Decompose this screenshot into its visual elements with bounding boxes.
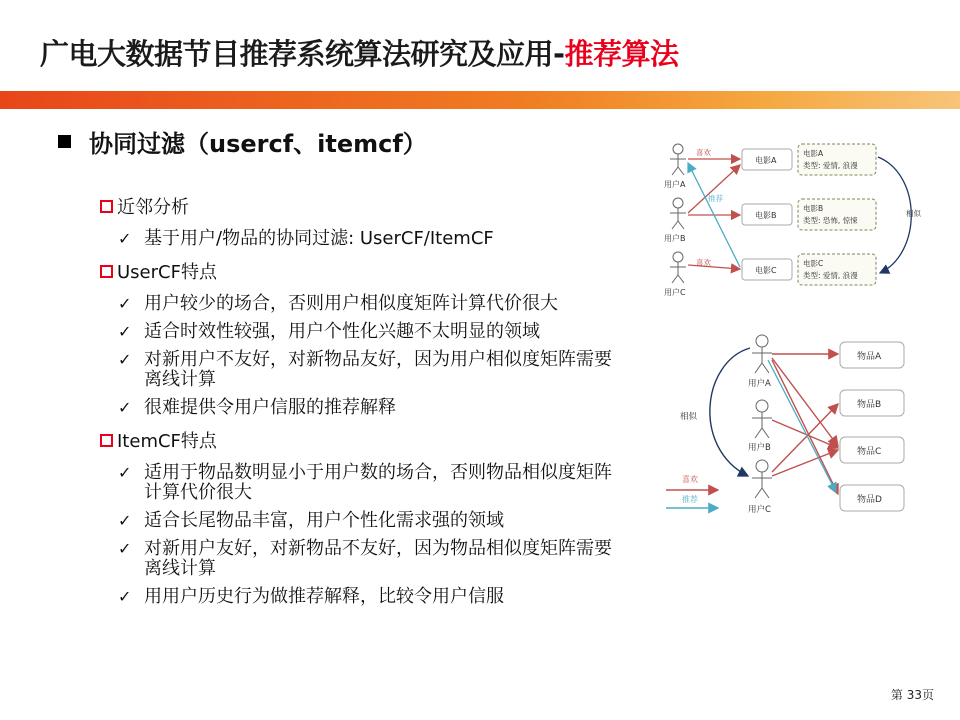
check-icon: ✓ <box>118 294 132 313</box>
movie-detail-type: 类型: 爱情, 浪漫 <box>803 161 858 170</box>
legend-like-label: 喜欢 <box>682 475 698 484</box>
page-title <box>40 32 679 73</box>
list-item: ✓ 对新用户不友好，对新物品友好，因为用户相似度矩阵需要离线计算 <box>118 349 612 390</box>
movie-detail-name: 电影B <box>803 204 824 213</box>
like-label: 喜欢 <box>696 258 711 267</box>
list-item: ✓ 对新用户友好，对新物品不友好，因为物品相似度矩阵需要离线计算 <box>118 538 612 579</box>
check-icon: ✓ <box>118 463 132 482</box>
item-label: 物品B <box>857 400 882 410</box>
list-item: ✓ 适用于物品数明显小于用户数的场合，否则物品相似度矩阵计算代价很大 <box>118 462 612 503</box>
usercf-diagram <box>660 135 930 300</box>
content-list <box>100 190 620 614</box>
movie-label: 电影C <box>755 266 777 275</box>
section-heading <box>58 124 427 159</box>
check-icon: ✓ <box>118 322 132 341</box>
check-icon: ✓ <box>118 511 132 530</box>
section-label: 近邻分析 <box>100 191 620 221</box>
box-bullet-icon <box>100 200 113 213</box>
section-label: ItemCF特点 <box>100 425 620 455</box>
heading-text: 协同过滤（usercf、itemcf） <box>89 130 427 158</box>
user-label: 用户C <box>748 505 771 515</box>
like-arrow <box>688 165 740 213</box>
list-item: ✓ 适合时效性较强，用户个性化兴趣不太明显的领域 <box>118 321 540 342</box>
user-label: 用户B <box>748 443 771 453</box>
user-label: 用户A <box>748 379 771 389</box>
title-accent: 推荐算法 <box>564 37 679 71</box>
like-arrow <box>772 360 838 494</box>
person-icon <box>670 144 686 175</box>
box-bullet-icon <box>100 265 113 278</box>
movie-label: 电影B <box>755 211 777 220</box>
check-icon: ✓ <box>118 350 132 369</box>
check-icon: ✓ <box>118 539 132 558</box>
title-main: 广电大数据节目推荐系统算法研究及应用- <box>40 37 565 71</box>
check-icon: ✓ <box>118 587 132 606</box>
like-arrow <box>772 450 838 476</box>
like-arrow <box>772 404 838 472</box>
movie-detail-type: 类型: 爱情, 浪漫 <box>803 271 858 280</box>
movie-detail-type: 类型: 恐怖, 惊悚 <box>803 216 858 225</box>
like-arrow <box>772 420 838 448</box>
page-number: 第 33页 <box>890 688 934 702</box>
movie-detail-name: 电影C <box>803 259 824 268</box>
check-icon: ✓ <box>118 229 132 248</box>
like-label: 喜欢 <box>696 148 711 157</box>
legend-recommend-label: 推荐 <box>682 495 698 504</box>
similar-label: 相似 <box>906 209 921 218</box>
similar-arrow <box>710 348 750 476</box>
user-label: 用户C <box>664 288 686 297</box>
list-item: ✓ 很难提供令用户信服的推荐解释 <box>118 397 396 418</box>
list-item: ✓ 适合长尾物品丰富，用户个性化需求强的领域 <box>118 510 504 531</box>
recommend-label: 推荐 <box>708 194 723 203</box>
person-icon <box>752 460 772 498</box>
item-label: 物品D <box>857 495 882 505</box>
square-bullet-icon <box>58 135 71 148</box>
similar-label: 相似 <box>680 412 698 422</box>
item-label: 物品A <box>857 352 882 362</box>
itemcf-diagram <box>662 330 917 520</box>
header-bar <box>0 91 960 109</box>
list-item: ✓ 用用户历史行为做推荐解释，比较令用户信服 <box>118 586 504 607</box>
section-label: UserCF特点 <box>100 256 620 286</box>
person-icon <box>752 400 772 438</box>
list-item: ✓ 基于用户/物品的协同过滤: UserCF/ItemCF <box>118 228 494 249</box>
user-label: 用户A <box>664 180 686 189</box>
movie-label: 电影A <box>755 156 777 165</box>
person-icon <box>670 198 686 229</box>
item-label: 物品C <box>857 447 882 457</box>
list-item: ✓ 用户较少的场合，否则用户相似度矩阵计算代价很大 <box>118 293 558 314</box>
person-icon <box>752 335 772 373</box>
recommend-arrow <box>768 360 836 492</box>
movie-detail-name: 电影A <box>803 149 824 158</box>
check-icon: ✓ <box>118 398 132 417</box>
box-bullet-icon <box>100 434 113 447</box>
user-label: 用户B <box>664 234 686 243</box>
person-icon <box>670 252 686 283</box>
